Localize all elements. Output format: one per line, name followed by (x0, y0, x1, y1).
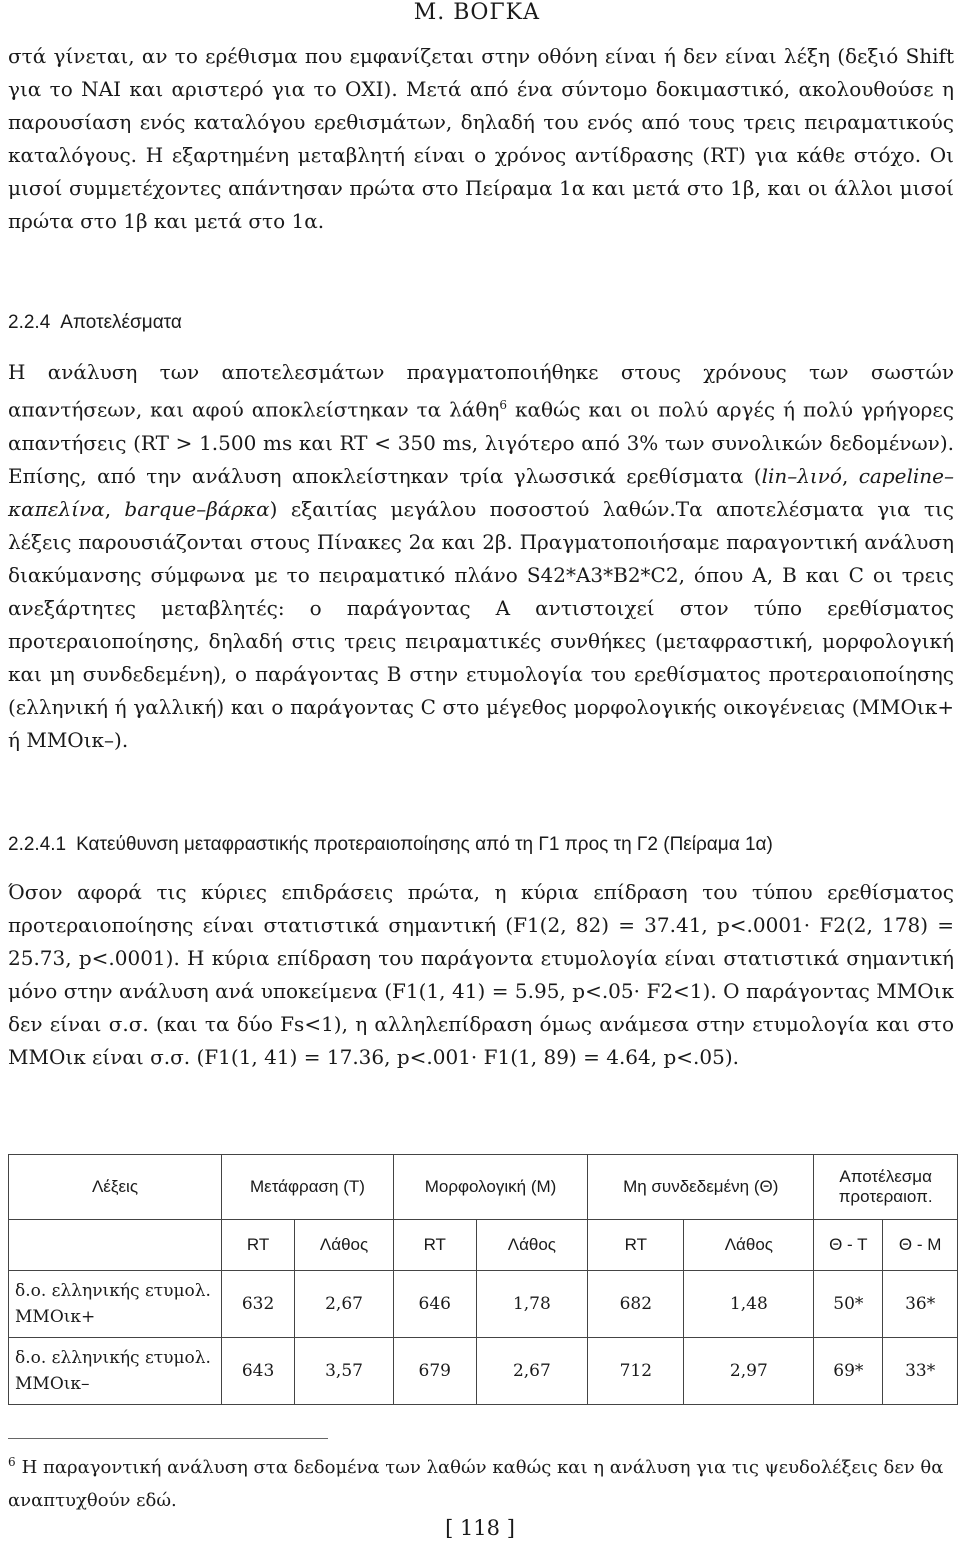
header-translation: Μετάφραση (Τ) (222, 1155, 394, 1220)
table-cell: 643 (222, 1338, 295, 1405)
table-cell: 2,67 (295, 1271, 394, 1338)
footnote-text: Η παραγοντική ανάλυση στα δεδομένα των λαθών καθώς και η ανάλυση για τις ψευδολέξεις δεν θα αναπτυχθούν εδώ. (8, 1457, 944, 1511)
results-text-1: Η ανάλυση των αποτελεσμάτων πραγματοποιήθηκε στους χρόνους των σωστών απαντήσεων, και αφού αποκλείστηκαν τα λάθη (8, 360, 954, 422)
row-label-line2: ΜΜΟικ+ (15, 1307, 96, 1327)
row-label-line2: ΜΜΟικ– (15, 1374, 90, 1394)
footnote (8, 1446, 954, 1517)
header-priming-effect (814, 1155, 958, 1220)
table-cell: 33* (883, 1338, 958, 1405)
paragraph-results (8, 356, 954, 757)
excluded-item-1: lin–λινό (761, 463, 842, 488)
section-title: Αποτελέσματα (60, 312, 182, 333)
header-words: Λέξεις (9, 1155, 222, 1220)
page-number: [ 118 ] (445, 1516, 515, 1540)
separator-2: , (104, 496, 125, 521)
row-label (9, 1338, 222, 1405)
table-row (9, 1271, 958, 1338)
subheader-cell: Θ - Μ (883, 1220, 958, 1271)
footnote-reference: 6 (499, 398, 508, 412)
subheader-cell: Λάθος (476, 1220, 588, 1271)
row-label-line1: δ.ο. ελληνικής ετυμολ. (15, 1281, 211, 1301)
table-cell: 682 (588, 1271, 684, 1338)
table-cell: 1,48 (684, 1271, 814, 1338)
table-cell: 679 (393, 1338, 476, 1405)
subheader-blank (9, 1220, 222, 1271)
header-priming-effect-line2: προτεραιοπ. (838, 1187, 933, 1206)
results-text-3: ) εξαιτίας μεγάλου ποσοστού λαθών.Τα αποτελέσματα για τις λέξεις παρουσιάζονται στους Πίνακες 2α και 2β. Πραγματοποιήσαμε παραγοντική ανάλυση διακύμανσης σύμφωνα με το πειραματικό πλάνο S42*A3*B2*C2, όπου A, B και C οι τρεις ανεξάρτητες μεταβλητές: ο παράγοντας A αντιστοιχεί στον τύπο ερεθίσματος προτεραιοποίησης, δηλαδή στις τρεις πειραματικές συνθήκες (μεταφραστική, μορφολογική και μη συνδεδεμένη), ο παράγοντας B στην ετυμολογία του ερεθίσματος προτεραιοποίησης (ελληνική ή γαλλική) και ο παράγοντας C στο μέγεθος μορφολογικής οικογένειας (ΜΜΟικ+ ή ΜΜΟικ–). (8, 496, 954, 752)
section-heading-direction (8, 834, 773, 856)
table-cell: 2,67 (476, 1338, 588, 1405)
excluded-item-2: capeline–καπελίνα (8, 463, 955, 521)
running-header: Μ. ΒΟΓΚΑ (413, 0, 540, 25)
table-cell: 712 (588, 1338, 684, 1405)
table-cell: 632 (222, 1271, 295, 1338)
table-row (9, 1338, 958, 1405)
subheader-cell: RT (222, 1220, 295, 1271)
paragraph-procedure: στά γίνεται, αν το ερέθισμα που εμφανίζεται στην οθόνη είναι ή δεν είναι λέξη (δεξιό Shift για το ΝΑΙ και αριστερό για το ΟΧΙ). Μετά από ένα σύντομο δοκιμαστικό, ακολουθούσε η παρουσίαση ενός καταλόγου ερεθισμάτων, δηλαδή του ενός από τους τρεις πειραματικούς καταλόγους. Η εξαρτημένη μεταβλητή είναι ο χρόνος αντίδρασης (RT) για κάθε στόχο. Οι μισοί συμμετέχοντες απάντησαν πρώτα στο Πείραμα 1α και μετά στο 1β, και οι άλλοι μισοί πρώτα στο 1β και μετά στο 1α. (8, 44, 954, 233)
footnote-divider (8, 1438, 328, 1439)
section-number: 2.2.4 (8, 312, 51, 333)
subheader-cell: Θ - Τ (814, 1220, 883, 1271)
table-subheader-row (9, 1220, 958, 1271)
subheader-cell: RT (588, 1220, 684, 1271)
table-cell: 646 (393, 1271, 476, 1338)
table-cell: 1,78 (476, 1271, 588, 1338)
separator-1: , (841, 463, 859, 488)
table-cell: 2,97 (684, 1338, 814, 1405)
subheader-cell: Λάθος (684, 1220, 814, 1271)
subheader-cell: RT (393, 1220, 476, 1271)
table-cell: 50* (814, 1271, 883, 1338)
footnote-marker: 6 (8, 1455, 16, 1469)
table-cell: 36* (883, 1271, 958, 1338)
subheader-cell: Λάθος (295, 1220, 394, 1271)
results-text-2: καθώς και οι πολύ αργές ή πολύ γρήγορες απαντήσεις (RT > 1.500 ms και RT < 350 ms, λιγότερο από 3% των συνολικών δεδομένων). Επίσης, από την ανάλυση αποκλείστηκαν τρία γλωσσικά ερεθίσματα ( (8, 397, 954, 488)
paragraph-main-effects: Όσον αφορά τις κύριες επιδράσεις πρώτα, η κύρια επίδραση του τύπου ερεθίσματος προτεραιοποίησης είναι στατιστικά σημαντική (F1(2, 82) = 37.41, p<.0001· F2(2, 178) = 25.73, p<.0001). Η κύρια επίδραση του παράγοντα ετυμολογία είναι στατιστικά σημαντική μόνο στην ανάλυση ανά υποκείμενα (F1(1, 41) = 5.95, p<.05· F2<1). Ο παράγοντας ΜΜΟικ δεν είναι σ.σ. (και τα δύο Fs<1), η αλληλεπίδραση όμως ανάμεσα στην ετυμολογία και στο ΜΜΟικ είναι σ.σ. (F1(1, 41) = 17.36, p<.001· F1(1, 89) = 4.64, p<.05). (8, 880, 954, 1069)
row-label (9, 1271, 222, 1338)
row-label-line1: δ.ο. ελληνικής ετυμολ. (15, 1348, 211, 1368)
table-cell: 3,57 (295, 1338, 394, 1405)
header-unrelated: Μη συνδεδεμένη (Θ) (588, 1155, 814, 1220)
header-priming-effect-line1: Αποτέλεσμα (839, 1167, 932, 1186)
results-table (8, 1154, 958, 1405)
excluded-item-3: barque–βάρκα (124, 496, 270, 521)
subsection-title: Κατεύθυνση μεταφραστικής προτεραιοποίησης από τη Γ1 προς τη Γ2 (Πείραμα 1α) (76, 834, 773, 855)
table-cell: 69* (814, 1338, 883, 1405)
table-header-row (9, 1155, 958, 1220)
section-heading-results (8, 312, 182, 334)
subsection-number: 2.2.4.1 (8, 834, 67, 855)
header-morphological: Μορφολογική (Μ) (393, 1155, 587, 1220)
